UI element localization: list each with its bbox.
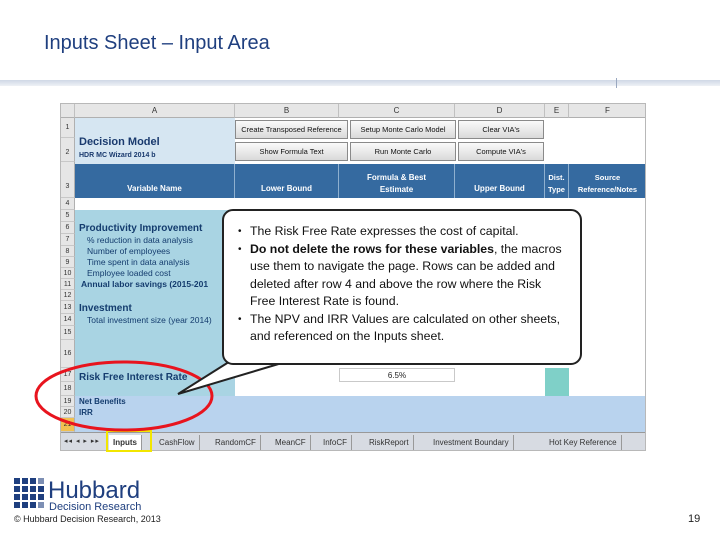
- row-header-19[interactable]: 19: [61, 396, 75, 407]
- slide-title: Inputs Sheet – Input Area: [44, 32, 270, 54]
- show-formula-text-button[interactable]: Show Formula Text: [235, 142, 348, 161]
- var-time-spent[interactable]: Time spent in data analysis: [87, 257, 190, 267]
- row-header-12[interactable]: 12: [61, 290, 75, 301]
- hubbard-logo: [14, 476, 174, 517]
- create-transposed-reference-button[interactable]: Create Transposed Reference: [235, 120, 348, 139]
- row-header-13[interactable]: 13: [61, 301, 75, 314]
- var-productivity[interactable]: Productivity Improvement: [79, 223, 203, 234]
- row-header-14[interactable]: 14: [61, 314, 75, 326]
- tab-cashflow[interactable]: CashFlow: [155, 435, 200, 450]
- var-net-benefits[interactable]: Net Benefits: [79, 397, 126, 406]
- tab-randomcf[interactable]: RandomCF: [211, 435, 261, 450]
- logo-word: Hubbard: [48, 477, 141, 504]
- callout-bullet-3: • The NPV and IRR Values are calculated on other sheets, and referenced on the Inputs sheet.: [236, 311, 566, 346]
- row-header-6[interactable]: 6: [61, 222, 75, 234]
- row-header-20[interactable]: 20: [61, 407, 75, 418]
- row-header-7[interactable]: 7: [61, 234, 75, 246]
- column-header-d[interactable]: D: [455, 104, 545, 118]
- highlight-ellipse: [36, 362, 212, 430]
- row-header-18[interactable]: 18: [61, 382, 75, 396]
- header-source: Source Reference/Notes: [569, 164, 646, 198]
- row-header-15[interactable]: 15: [61, 326, 75, 340]
- tab-meancf[interactable]: MeanCF: [271, 435, 311, 450]
- var-investment[interactable]: Investment: [79, 303, 132, 314]
- tab-scroll-arrows-icon[interactable]: ◂◂ ◂ ▸ ▸▸: [64, 438, 100, 445]
- model-subtitle: HDR MC Wizard 2014 b: [79, 152, 156, 159]
- tab-investment-boundary[interactable]: Investment Boundary: [429, 435, 514, 450]
- page-number: 19: [688, 513, 701, 525]
- risk-free-value[interactable]: 6.5%: [339, 368, 455, 382]
- row-header-11[interactable]: 11: [61, 279, 75, 290]
- row-header-1[interactable]: 1: [61, 118, 75, 138]
- column-header-c[interactable]: C: [339, 104, 455, 118]
- row-header-16[interactable]: 16: [61, 340, 75, 368]
- run-monte-carlo-button[interactable]: Run Monte Carlo: [350, 142, 456, 161]
- column-header-a[interactable]: A: [75, 104, 235, 118]
- row-header-5[interactable]: 5: [61, 210, 75, 222]
- callout-bullet-2-bold: Do not delete the rows for these variables: [250, 241, 494, 256]
- row-header-2[interactable]: 2: [61, 138, 75, 162]
- tab-inputs[interactable]: Inputs: [109, 435, 142, 450]
- var-employees[interactable]: Number of employees: [87, 246, 171, 256]
- row-header-10[interactable]: 10: [61, 268, 75, 279]
- tab-riskreport[interactable]: RiskReport: [365, 435, 414, 450]
- var-loaded-cost[interactable]: Employee loaded cost: [87, 268, 171, 278]
- var-annual-labor[interactable]: Annual labor savings (2015-201: [81, 279, 209, 289]
- header-upper-bound: Upper Bound: [455, 164, 545, 198]
- clear-vias-button[interactable]: Clear VIA's: [458, 120, 544, 139]
- row-header-3[interactable]: 3: [61, 162, 75, 198]
- var-reduction[interactable]: % reduction in data analysis: [87, 235, 193, 245]
- setup-monte-carlo-button[interactable]: Setup Monte Carlo Model: [350, 120, 456, 139]
- compute-vias-button[interactable]: Compute VIA's: [458, 142, 544, 161]
- var-irr[interactable]: IRR: [79, 408, 93, 417]
- explanation-callout: [222, 209, 582, 365]
- var-risk-free[interactable]: Risk Free Interest Rate: [79, 372, 188, 383]
- callout-bullet-1: • The Risk Free Rate expresses the cost of capital.: [236, 223, 566, 241]
- row-header-9[interactable]: 9: [61, 257, 75, 268]
- copyright: © Hubbard Decision Research, 2013: [14, 514, 161, 524]
- model-title: Decision Model: [79, 136, 160, 148]
- logo-sub: Decision Research: [49, 501, 142, 512]
- tab-infocf[interactable]: InfoCF: [319, 435, 352, 450]
- header-variable-name: Variable Name: [75, 164, 235, 198]
- callout-bullet-2-rest: , the macros use them to navigate the page. Rows can be added and deleted after row 4 and above the row where the Risk Free Interest Rate is found.: [250, 241, 562, 308]
- header-best-estimate: Formula & Best Estimate: [339, 164, 455, 198]
- header-dist-type: Dist. Type: [545, 164, 569, 198]
- column-header-e[interactable]: E: [545, 104, 569, 118]
- header-lower-bound: Lower Bound: [235, 164, 339, 198]
- callout-bullet-2: [236, 241, 566, 311]
- row-header-8[interactable]: 8: [61, 246, 75, 257]
- row-header-17[interactable]: 17: [61, 368, 75, 382]
- row-header-21[interactable]: 21: [61, 418, 75, 432]
- column-header-b[interactable]: B: [235, 104, 339, 118]
- column-header-f[interactable]: F: [569, 104, 646, 118]
- tab-hot-key-reference[interactable]: Hot Key Reference: [545, 435, 622, 450]
- row-header-4[interactable]: 4: [61, 198, 75, 210]
- var-total-investment[interactable]: Total investment size (year 2014): [87, 315, 212, 325]
- hubbard-logo-icon: [14, 476, 174, 512]
